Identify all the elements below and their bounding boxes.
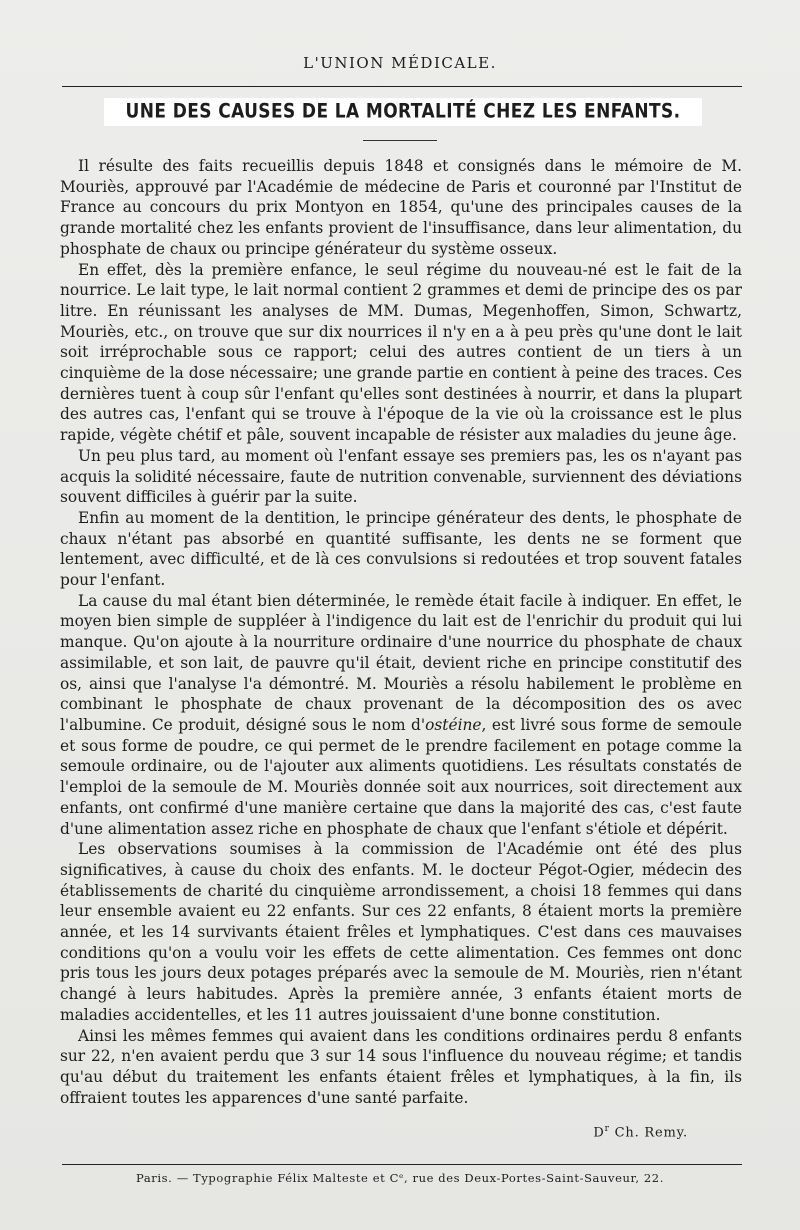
osteine-term: ostéine bbox=[425, 715, 482, 734]
signature-superscript: r bbox=[604, 1124, 610, 1134]
paragraph-4: Enfin au moment de la dentition, le principe générateur des dents, le phosphate de chaux n'étant pas absorbé en quantité suffisante, les dents ne se forment que lentement, avec difficulté, et de là ces convulsions si redoutées et trop souvent fatales pour l'enfant. bbox=[60, 508, 742, 590]
paragraph-3: Un peu plus tard, au moment où l'enfant essaye ses premiers pas, les os n'ayant pas acquis la solidité nécessaire, faute de nutrition convenable, surviennent des déviations souvent difficiles à guérir par la suite. bbox=[60, 446, 742, 507]
article-body bbox=[60, 156, 742, 1108]
paragraph-7: Ainsi les mêmes femmes qui avaient dans les conditions ordinaires perdu 8 enfants sur 22, n'en avaient perdu que 3 sur 14 sous l'influence du nouveau régime; et tandis qu'au début du traitement les enfants étaient frêles et lymphatiques, à la fin, ils offraient toutes les apparences d'une santé parfaite. bbox=[60, 1026, 742, 1107]
signature-prefix: D bbox=[593, 1125, 605, 1141]
title-rule bbox=[363, 140, 437, 141]
running-head: L'UNION MÉDICALE. bbox=[303, 54, 497, 72]
footer-rule bbox=[62, 1164, 742, 1165]
paragraph-5-part-a: La cause du mal étant bien déterminée, le remède était facile à indiquer. En effet, le moyen bien simple de suppléer à l'indigence du lait est de l'enrichir du produit qui lui manque. Qu'on ajoute à la nourriture ordinaire d'une nourrice du phosphate de chaux assimilable, et son lait, de pauvre qu'il était, devient riche en principe constitutif des os, ainsi que l'analyse l'a démontré. M. Mouriès a résolu habilement le problème en combinant le phosphate de chaux provenant de la décomposition des os avec l'albumine. Ce produit, désigné sous le nom d' bbox=[60, 591, 742, 734]
paragraph-5-part-b: , est livré sous forme de semoule et sous forme de poudre, ce qui permet de le prendre facilement en potage comme la semoule ordinaire, ou de l'ajouter aux aliments quotidiens. Les résultats constatés de l'emploi de la semoule de M. Mouriès donnée soit aux nourrices, soit directement aux enfants, ont confirmé d'une manière certaine que dans la majorité des cas, c'est faute d'une alimentation assez riche en phosphate de chaux que l'enfant s'étiole et dépérit. bbox=[60, 715, 742, 838]
header-rule bbox=[62, 86, 742, 87]
author-signature bbox=[593, 1124, 688, 1140]
article-title: UNE DES CAUSES DE LA MORTALITÉ CHEZ LES ENFANTS. bbox=[104, 98, 702, 126]
printer-imprint: Paris. — Typographie Félix Malteste et Cᵉ, rue des Deux-Portes-Saint-Sauveur, 22. bbox=[136, 1171, 664, 1185]
paragraph-2: En effet, dès la première enfance, le seul régime du nouveau-né est le fait de la nourrice. Le lait type, le lait normal contient 2 grammes et demi de principe des os par litre. En réunissant les analyses de MM. Dumas, Megenhoffen, Simon, Schwartz, Mouriès, etc., on trouve que sur dix nourrices il n'y en a à peu près qu'une dont le lait soit irréprochable sous ce rapport; celui des autres contient de un tiers à un cinquième de la dose nécessaire; une grande partie en contient à peine des traces. Ces dernières tuent à coup sûr l'enfant qu'elles sont destinées à nourrir, et dans la plupart des autres cas, l'enfant qui se trouve à l'époque de la vie où la croissance est le plus rapide, végète chétif et pâle, souvent incapable de résister aux maladies du jeune âge. bbox=[60, 260, 742, 445]
paragraph-5 bbox=[60, 591, 742, 839]
signature-name: Ch. Remy. bbox=[609, 1125, 688, 1141]
paragraph-1: Il résulte des faits recueillis depuis 1848 et consignés dans le mémoire de M. Mouriès, approuvé par l'Académie de médecine de Paris et couronné par l'Institut de France au concours du prix Montyon en 1854, qu'une des principales causes de la grande mortalité chez les enfants provient de l'insuffisance, dans leur alimentation, du phosphate de chaux ou principe générateur du système osseux. bbox=[60, 157, 742, 258]
paragraph-6: Les observations soumises à la commission de l'Académie ont été des plus significatives, à cause du choix des enfants. M. le docteur Pégot-Ogier, médecin des établissements de charité du cinquième arrondissement, a choisi 18 femmes qui dans leur ensemble avaient eu 22 enfants. Sur ces 22 enfants, 8 étaient morts la première année, et les 14 survivants étaient frêles et lymphatiques. C'est dans ces mauvaises conditions qu'on a voulu voir les effets de cette alimentation. Ces femmes ont donc pris tous les jours deux potages préparés avec la semoule de M. Mouriès, rien n'étant changé à leurs habitudes. Après la première année, 3 enfants étaient morts de maladies accidentelles, et les 11 autres jouissaient d'une bonne constitution. bbox=[60, 840, 742, 1024]
